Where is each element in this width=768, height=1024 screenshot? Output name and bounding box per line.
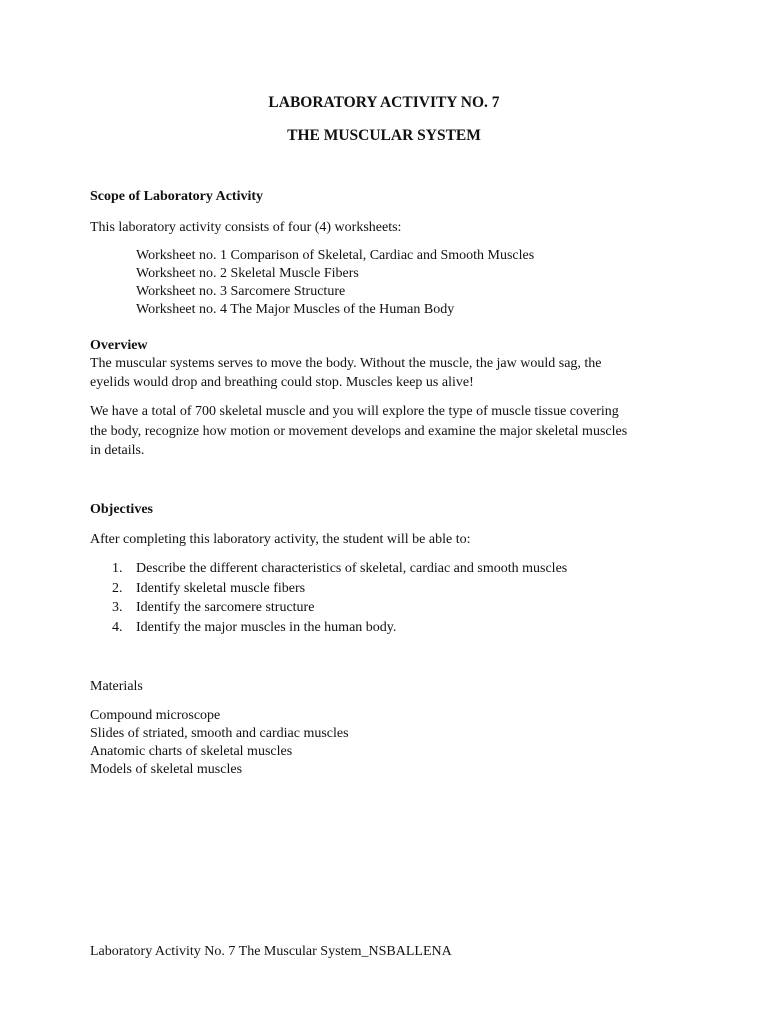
materials-heading: Materials — [90, 679, 143, 694]
list-number: 4. — [112, 619, 123, 635]
page-title: LABORATORY ACTIVITY NO. 7 — [268, 94, 500, 111]
objectives-list — [112, 560, 712, 638]
list-item: Compound microscope — [90, 708, 221, 723]
list-item — [112, 560, 712, 580]
list-text: Describe the different characteristics of skeletal, cardiac and smooth muscles — [136, 561, 568, 576]
page-footer: Laboratory Activity No. 7 The Muscular System_NSBALLENA — [90, 944, 452, 959]
list-item: Slides of striated, smooth and cardiac muscles — [90, 726, 349, 741]
list-item: Anatomic charts of skeletal muscles — [90, 744, 293, 759]
list-item: Models of skeletal muscles — [90, 762, 243, 777]
objectives-intro: After completing this laboratory activity, the student will be able to: — [90, 532, 471, 547]
overview-para1-line1: The muscular systems serves to move the body. Without the muscle, the jaw would sag, the — [90, 356, 602, 371]
page-subtitle: THE MUSCULAR SYSTEM — [287, 127, 481, 144]
list-number: 2. — [112, 580, 123, 596]
overview-para2-line3: in details. — [90, 443, 145, 458]
list-text: Identify skeletal muscle fibers — [136, 580, 306, 596]
list-item: Worksheet no. 2 Skeletal Muscle Fibers — [136, 266, 359, 281]
list-item: Worksheet no. 4 The Major Muscles of the Human Body — [136, 302, 455, 317]
list-number: 1. — [112, 561, 123, 576]
list-item — [112, 619, 712, 639]
scope-heading: Scope of Laboratory Activity — [90, 189, 264, 204]
list-item — [112, 580, 712, 600]
scope-intro: This laboratory activity consists of four (4) worksheets: — [90, 220, 402, 235]
list-item — [112, 599, 712, 619]
overview-para2-line1: We have a total of 700 skeletal muscle and you will explore the type of muscle tissue covering — [90, 404, 619, 419]
overview-heading: Overview — [90, 338, 148, 353]
list-number: 3. — [112, 600, 123, 615]
list-text: Identify the sarcomere structure — [136, 600, 315, 615]
list-item: Worksheet no. 3 Sarcomere Structure — [136, 284, 346, 299]
worksheet-list — [136, 247, 696, 319]
list-text: Identify the major muscles in the human body. — [136, 619, 397, 635]
objectives-heading: Objectives — [90, 502, 153, 517]
overview-para1-line2: eyelids would drop and breathing could stop. Muscles keep us alive! — [90, 375, 474, 390]
overview-para2-line2: the body, recognize how motion or movement develops and examine the major skeletal muscles — [90, 424, 628, 439]
list-item: Worksheet no. 1 Comparison of Skeletal, Cardiac and Smooth Muscles — [136, 248, 535, 263]
materials-list — [90, 707, 710, 779]
